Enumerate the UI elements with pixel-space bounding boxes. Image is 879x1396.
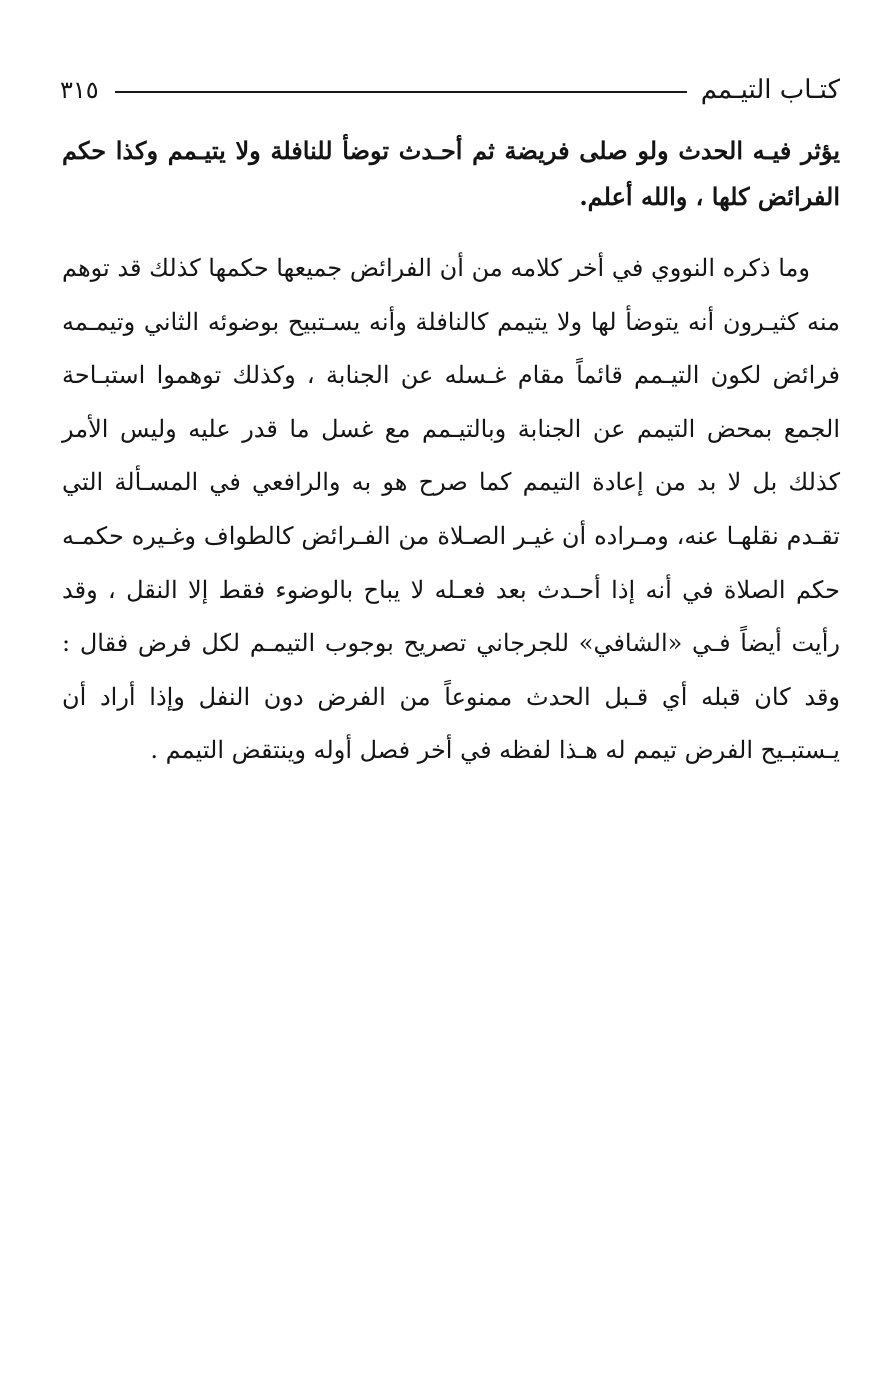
header-rule bbox=[115, 91, 687, 93]
chapter-title: كتـاب التيـمم bbox=[700, 75, 840, 105]
paragraph-continuation: قد توهم منه كثيـرون أنه يتوضأ لها ولا يتيمم كالنافلة وأنه يسـتبيح بوضوئه الثاني وتيمـمه فرائض لكون التيـمم قائماً مقام غـسله عن الجنابة ، وكذلك توهموا استبـاحة الجمع بمحض التيمم عن الجنابة وبالتيـمم مع غسل ما قدر عليه وليس الأمر كذلك بل لا بد من إعادة التيمم كما صرح هو به والرافعي في المسـألة التي تقـدم نقلهـا عنه، ومـراده أن غيـر الصـلاة من الفـرائض كالطواف وغـيره حكمـه حكم الصلاة في أنه إذا أحـدث بعد فعـله لا يباح بالوضوء فقط إلا النقل ، وقد رأيت أيضاً فـي «الشافي» للجرجاني تصريح بوجوب التيمـم لكل فرض فقال : وقد كان قبله أي قـبل الحدث ممنوعاً من الفرض دون النفل وإذا أراد أن يـستبـيح الفرض تيمم له هـذا لفظه في أخر فصل أوله وينتقض التيمم . bbox=[62, 254, 841, 765]
bold-paragraph: يؤثر فيـه الحدث ولو صلى فريضة ثم أحـدث توضأ للنافلة ولا يتيـمم وكذا حكم الفرائض كلها ، والله أعلم. bbox=[62, 136, 840, 211]
paragraph-opening: وما ذكره النووي في أخر كلامه من أن الفرائض جميعها حكمها كذلك bbox=[149, 254, 810, 282]
page-header bbox=[60, 72, 840, 108]
page-body bbox=[62, 128, 840, 778]
page-number: ٣١٥ bbox=[60, 76, 99, 104]
main-paragraph bbox=[62, 242, 840, 778]
